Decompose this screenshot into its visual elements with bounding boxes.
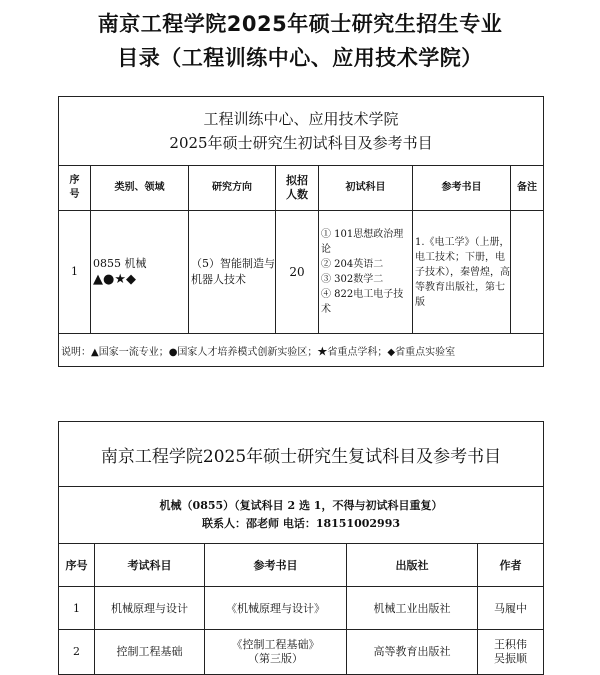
field-name: 0855 机械 (93, 257, 147, 270)
cell-author: 马履中 (478, 587, 544, 630)
table1-caption-line2: 2025年硕士研究生初试科目及参考书目 (169, 134, 433, 152)
cell-books: 1.《电工学》（上册，电工技术；下册，电子技术），秦曾煌，高等教育出版社，第七版 (413, 211, 511, 334)
book-edition: （第三版） (248, 652, 303, 665)
cell-author (478, 630, 544, 675)
book-title: 《控制工程基础》 (231, 638, 320, 651)
author-name: 吴振顺 (494, 652, 527, 665)
field-symbols: ▲●★◆ (93, 272, 136, 287)
cell-quota: 20 (276, 211, 319, 334)
preliminary-exam-table (58, 96, 544, 367)
cell-subjects (319, 211, 413, 334)
cell-direction: （5）智能制造与机器人技术 (189, 211, 276, 334)
subject-item: ③ 302数学二 (321, 274, 384, 285)
col-header-quota: 拟招 人数 (276, 166, 319, 211)
cell-book (205, 630, 347, 675)
col-header-field: 类别、领域 (91, 166, 189, 211)
retest-exam-table (58, 421, 544, 675)
col-header-no: 序号 (59, 544, 95, 587)
contact-info: 联系人：邵老师 电话：18151002993 (201, 517, 401, 530)
col-header-remark: 备注 (511, 166, 544, 211)
table2-info (59, 487, 544, 544)
cell-remark (511, 211, 544, 334)
table-row (59, 630, 544, 675)
table1-note: 说明：▲国家一流专业；●国家人才培养模式创新实验区；★省重点学科；◆省重点实验室 (59, 334, 544, 367)
cell-publisher: 高等教育出版社 (347, 630, 478, 675)
col-header-subjects: 初试科目 (319, 166, 413, 211)
retest-rule: 机械（0855）（复试科目 2 选 1，不得与初试科目重复） (159, 499, 443, 512)
cell-book: 《机械原理与设计》 (205, 587, 347, 630)
table1-caption-line1: 工程训练中心、应用技术学院 (203, 110, 399, 128)
author-name: 王积伟 (494, 638, 527, 651)
col-header-book: 参考书目 (205, 544, 347, 587)
subject-item: ① 101思想政治理论 (321, 229, 404, 255)
cell-subject: 控制工程基础 (95, 630, 205, 675)
cell-no: 1 (59, 211, 91, 334)
cell-field (91, 211, 189, 334)
table2-caption: 南京工程学院2025年硕士研究生复试科目及参考书目 (59, 422, 544, 487)
col-header-publisher: 出版社 (347, 544, 478, 587)
cell-no: 1 (59, 587, 95, 630)
col-header-no: 序 号 (59, 166, 91, 211)
cell-subject: 机械原理与设计 (95, 587, 205, 630)
cell-publisher: 机械工业出版社 (347, 587, 478, 630)
subject-item: ④ 822电工电子技术 (321, 289, 404, 315)
col-header-subject: 考试科目 (95, 544, 205, 587)
page-title-line1: 南京工程学院2025年硕士研究生招生专业 (97, 12, 503, 36)
table1-caption (59, 97, 544, 166)
col-header-author: 作者 (478, 544, 544, 587)
table-row (59, 211, 544, 334)
page-title-line2: 目录（工程训练中心、应用技术学院） (117, 46, 483, 70)
subject-item: ② 204英语二 (321, 259, 384, 270)
col-header-books: 参考书目 (413, 166, 511, 211)
cell-no: 2 (59, 630, 95, 675)
table-row (59, 587, 544, 630)
col-header-direction: 研究方向 (189, 166, 276, 211)
